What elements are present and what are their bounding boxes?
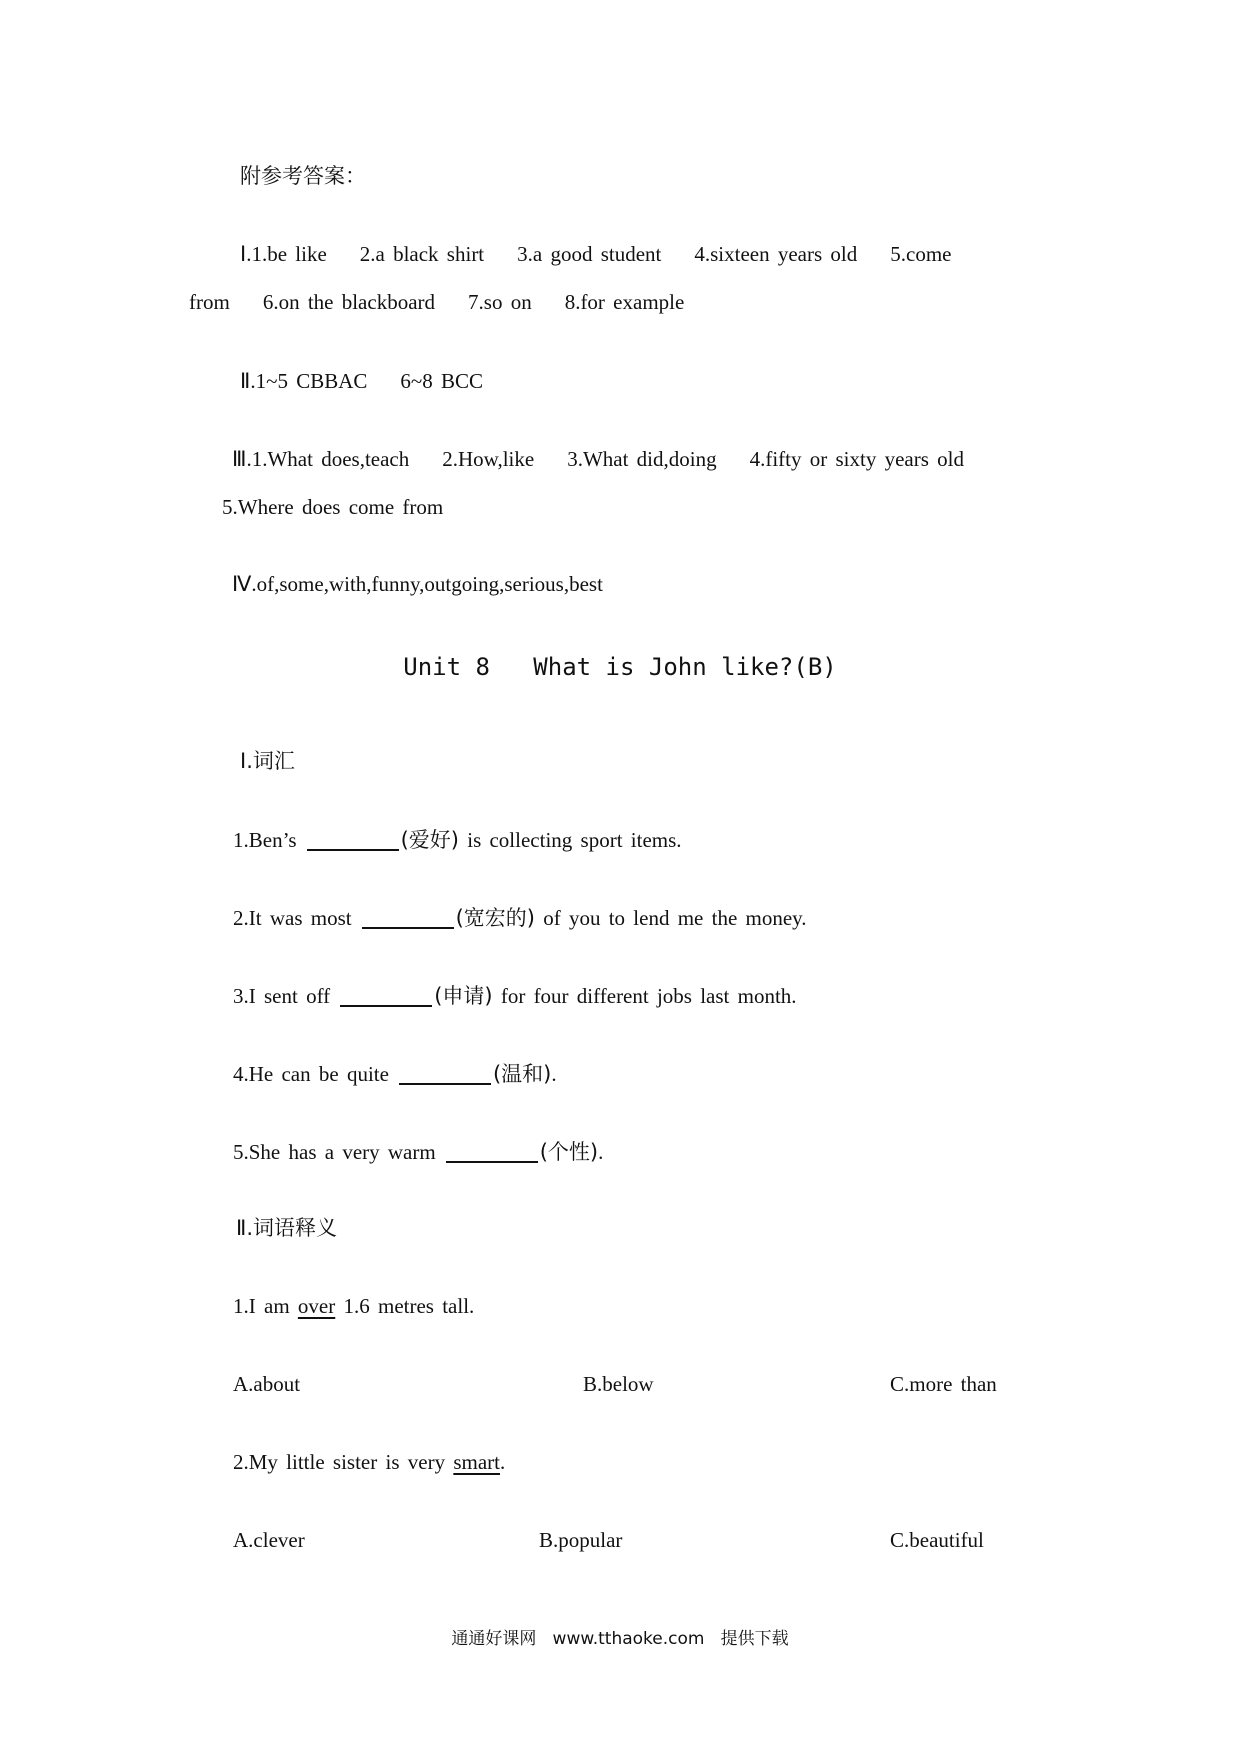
vocab-item-4 <box>233 1063 557 1085</box>
option-2c[interactable]: C.beautiful <box>890 1528 984 1552</box>
vocab-item-1 <box>233 829 682 851</box>
item-text: for four different jobs last month. <box>492 984 797 1008</box>
roman-numeral: Ⅰ <box>240 749 247 773</box>
question-text: 2.My little sister is very <box>233 1450 454 1474</box>
option-1a[interactable]: A.about <box>233 1372 301 1396</box>
option-1c[interactable]: C.more than <box>890 1372 997 1396</box>
answers-section-3-line-1 <box>232 449 964 470</box>
chinese-hint: (申请) <box>434 984 493 1008</box>
section-label: .词汇 <box>246 749 295 773</box>
meaning-section-heading <box>236 1218 337 1239</box>
answers-section-1-line-2: from 6.on the blackboard 7.so on 8.for example <box>189 290 685 314</box>
item-text: 3.I sent off <box>233 984 331 1008</box>
item-text: 2.It was most <box>233 906 352 930</box>
item-text: 1.Ben’s <box>233 828 297 852</box>
item-text: 4.He can be quite <box>233 1062 389 1086</box>
underlined-word: over <box>297 1294 336 1318</box>
unit-title: Unit 8 What is John like?(B) <box>403 653 837 681</box>
answer-blank[interactable] <box>446 1141 538 1163</box>
meaning-question-2 <box>233 1452 505 1473</box>
question-text: 1.6 metres tall. <box>335 1294 475 1318</box>
chinese-hint: (宽宏的) <box>455 906 535 930</box>
vocab-item-2 <box>233 907 807 929</box>
roman-numeral: Ⅰ <box>240 242 247 266</box>
section-label: .词语释义 <box>246 1216 338 1240</box>
option-2b[interactable]: B.popular <box>539 1528 623 1552</box>
underlined-word: smart <box>453 1450 500 1474</box>
chinese-hint: (个性) <box>539 1140 599 1164</box>
vocab-item-3 <box>233 985 797 1007</box>
question-text: 1.I am <box>233 1294 298 1318</box>
item-text: . <box>551 1062 557 1086</box>
chinese-hint: (温和) <box>492 1062 552 1086</box>
answers-text: .of,some,with,funny,outgoing,serious,best <box>251 572 603 596</box>
chinese-hint: (爱好) <box>400 828 459 852</box>
answers-text: .1.What does,teach 2.How,like 3.What did,doing 4.fifty or sixty years old <box>246 447 964 471</box>
roman-numeral: Ⅱ <box>236 1216 247 1240</box>
answers-section-2 <box>240 371 483 392</box>
option-2a[interactable]: A.clever <box>233 1528 305 1552</box>
item-text: . <box>598 1140 604 1164</box>
answers-text: .1~5 CBBAC 6~8 BCC <box>250 369 484 393</box>
answers-section-3-line-2: 5.Where does come from <box>222 495 444 519</box>
answer-blank[interactable] <box>307 829 399 851</box>
roman-numeral: Ⅱ <box>240 369 251 393</box>
answers-section-1-line-1 <box>240 244 951 265</box>
meaning-question-1 <box>233 1296 474 1317</box>
roman-numeral: Ⅳ <box>232 572 252 596</box>
item-text: of you to lend me the money. <box>534 906 807 930</box>
answer-blank[interactable] <box>340 985 432 1007</box>
answers-section-4 <box>232 574 603 595</box>
page-footer: 通通好课网 www.tthaoke.com 提供下载 <box>451 1629 789 1649</box>
option-1b[interactable]: B.below <box>583 1372 654 1396</box>
answers-text: .1.be like 2.a black shirt 3.a good student 4.sixteen years old 5.come <box>246 242 952 266</box>
item-text: is collecting sport items. <box>458 828 682 852</box>
item-text: 5.She has a very warm <box>233 1140 436 1164</box>
question-text: . <box>499 1450 506 1474</box>
answer-blank[interactable] <box>399 1063 491 1085</box>
answer-blank[interactable] <box>362 907 454 929</box>
vocab-section-heading <box>240 751 295 772</box>
vocab-item-5 <box>233 1141 603 1163</box>
answers-heading: 附参考答案： <box>240 164 366 188</box>
roman-numeral: Ⅲ <box>232 447 247 471</box>
